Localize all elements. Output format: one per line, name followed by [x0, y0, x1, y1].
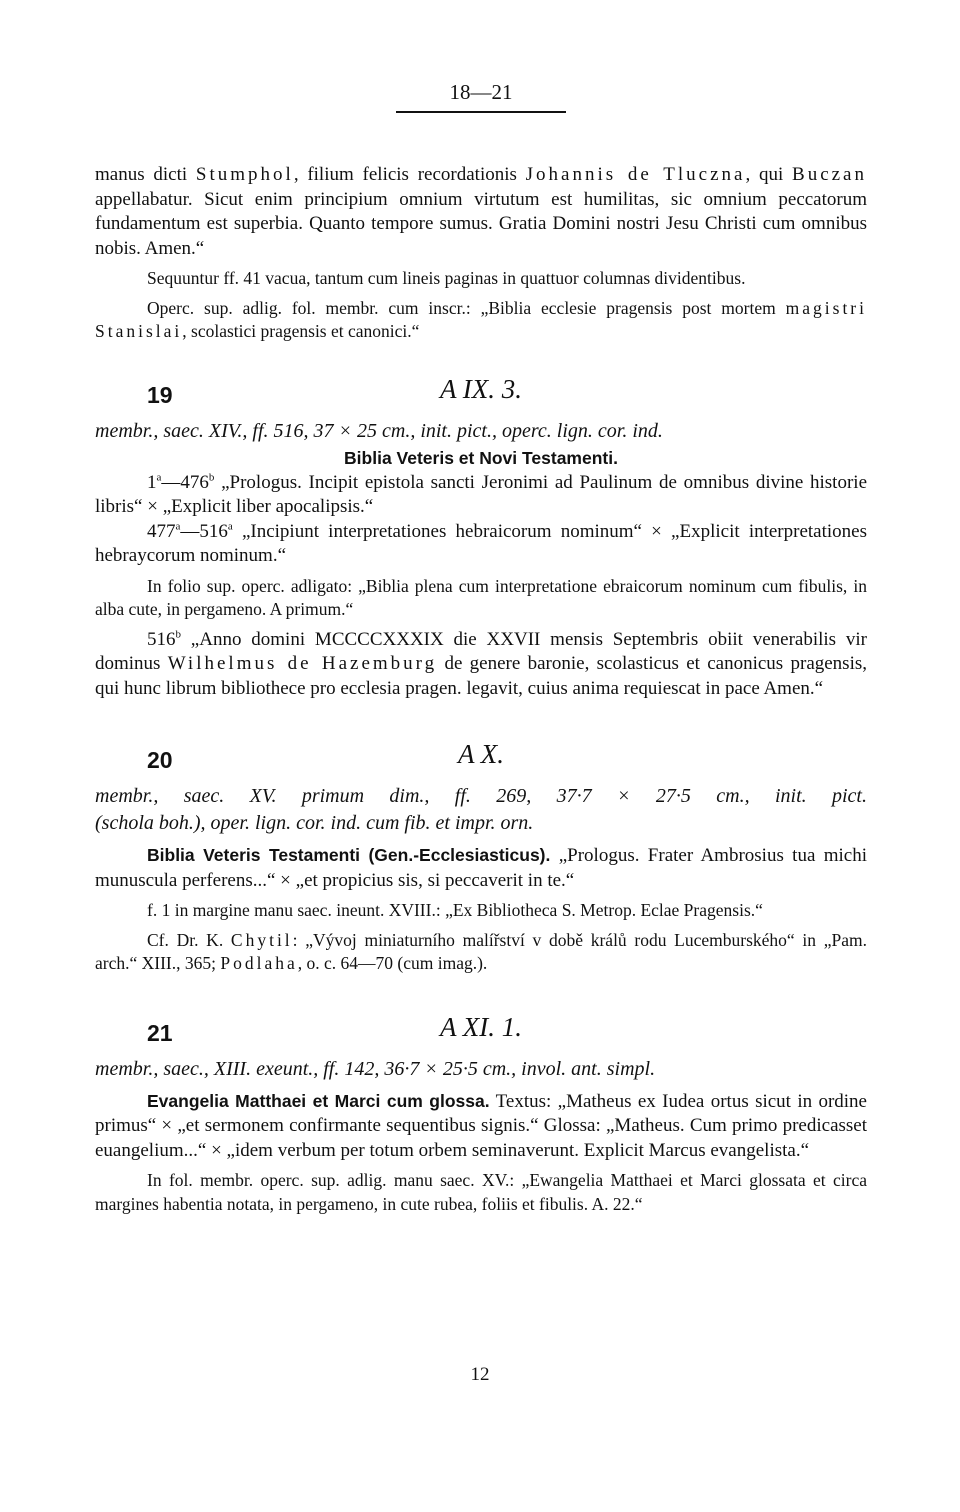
- entry18-note: Sequuntur ff. 41 vacua, tantum cum lineis paginas in quattuor columnas dividentibus.: [147, 268, 746, 288]
- entry-number: 19: [147, 381, 173, 408]
- person-name: Johannis de Tluczna: [525, 164, 746, 185]
- entry20-description-1: membr., saec. XV. primum dim., ff. 269, 37·7 × 27·5 cm., init. pict.: [95, 785, 867, 807]
- entry21-cover-note: In fol. membr. operc. sup. adlig. manu saec. XV.: „Ewangelia Matthaei et Marci glossata et circa margines habentia notata, in pergameno, in cute rubea, foliis et fibulis. A. 22.“: [95, 1170, 867, 1214]
- entry20-title: Biblia Veteris Testamenti (Gen.-Ecclesiasticus).: [147, 845, 551, 865]
- shelfmark: A IX. 3.: [440, 373, 522, 404]
- entry20-margin-note: f. 1 in margine manu saec. ineunt. XVIII.: „Ex Bibliotheca S. Metrop. Eclae Pragensis.“: [147, 900, 763, 920]
- entry20-heading: [95, 739, 867, 783]
- entry-number: 20: [147, 747, 173, 773]
- person-name: Stumphol: [195, 164, 294, 185]
- document-page: [95, 80, 867, 1216]
- entry21-contents: Evangelia Matthaei et Marci cum glossa. Textus: „Matheus ex Iudea ortus sicut in ordine primus“ × „et sermonem confirmante sequentibus signis.“ Glossa: „Matheus. Cum primo predicasset euangelium...“ × „idem verbum per totum orbem seminaverunt. Explicit Marcus evangelista.“: [95, 1090, 867, 1161]
- entry21-heading: [95, 1012, 867, 1056]
- person-name: Buczan: [792, 164, 867, 185]
- page-range: 18—21: [396, 80, 566, 113]
- entry20-description-2: (schola boh.), oper. lign. cor. ind. cum fib. et impr. orn.: [95, 812, 534, 834]
- entry19-heading: [95, 374, 867, 418]
- person-name: Wilhelmus de Hazemburg: [167, 653, 438, 674]
- person-name: Chytil: [230, 929, 293, 950]
- entry21-title: Evangelia Matthaei et Marci cum glossa.: [147, 1090, 490, 1111]
- entry21-description: membr., saec., XIII. exeunt., ff. 142, 36·7 × 25·5 cm., invol. ant. simpl.: [95, 1057, 656, 1080]
- person-name: magistri Stanislai: [95, 297, 867, 341]
- entry18-cover-inscription: Operc. sup. adlig. fol. membr. cum inscr.: „Biblia ecclesie pragensis post mortem magistri Stanislai, scolastici pragensis et canonici.“: [95, 297, 867, 341]
- entry18-colophon: manus dicti Stumphol, filium felicis recordationis Johannis de Tluczna, qui Buczan appellabatur. Sicut enim principium omnium virtutum est humilitas, sic omnium peccatorum fundamentum est superbia. Quanto tempore sumus. Gratia Domini nostri Jesu Christi cum omnibus nobis. Amen.“: [95, 164, 867, 259]
- entry19-contents-2: 477$^a$—516$^a$ „Incipiunt interpretationes hebraicorum nominum“ × „Explicit interpretationes hebraycorum nominum.“: [95, 520, 867, 566]
- running-header: [95, 80, 867, 113]
- entry19-donation-note: 516$^b$ „Anno domini MCCCCXXXIX die XXVII mensis Septembris obiit venerabilis vir dominus Wilhelmus de Hazemburg de genere baronie, scolasticus et canonicus pragensis, qui hunc librum bibliothece pro ecclesia pragen. legavit, cuius anima requiescat in pace Amen.“: [95, 628, 868, 699]
- entry20-bibliography: Cf. Dr. K. Chytil: „Vývoj miniaturního malířství v době králů rodu Lucemburského“ in „Pam. arch.“ XIII., 365; Podlaha, o. c. 64—70 (cum imag.).: [95, 929, 867, 973]
- shelfmark: A X.: [458, 739, 504, 769]
- shelfmark: A XI. 1.: [440, 1011, 522, 1042]
- page-number: 12: [470, 1364, 490, 1385]
- entry19-title: Biblia Veteris et Novi Testamenti.: [344, 447, 618, 468]
- entry19-contents-1: 1$^a$—476$^b$ „Prologus. Incipit epistola sancti Jeronimi ad Paulinum de omnibus divine historie libris“ × „Explicit liber apocalipsis.“: [95, 471, 867, 517]
- entry19-cover-note: In folio sup. operc. adligato: „Biblia plena cum interpretatione ebraicorum nominum cum fibulis, in alba cute, in pergameno. A primum.“: [95, 575, 867, 619]
- entry-number: 21: [147, 1019, 173, 1046]
- entry20-contents: Biblia Veteris Testamenti (Gen.-Ecclesiasticus). „Prologus. Frater Ambrosius tua michi munuscula perferens...“ × „et propicius sis, si peccaverit in te.“: [95, 845, 867, 891]
- person-name: Podlaha: [220, 953, 298, 973]
- entry19-description: membr., saec. XIV., ff. 516, 37 × 25 cm., init. pict., operc. lign. cor. ind.: [95, 419, 663, 442]
